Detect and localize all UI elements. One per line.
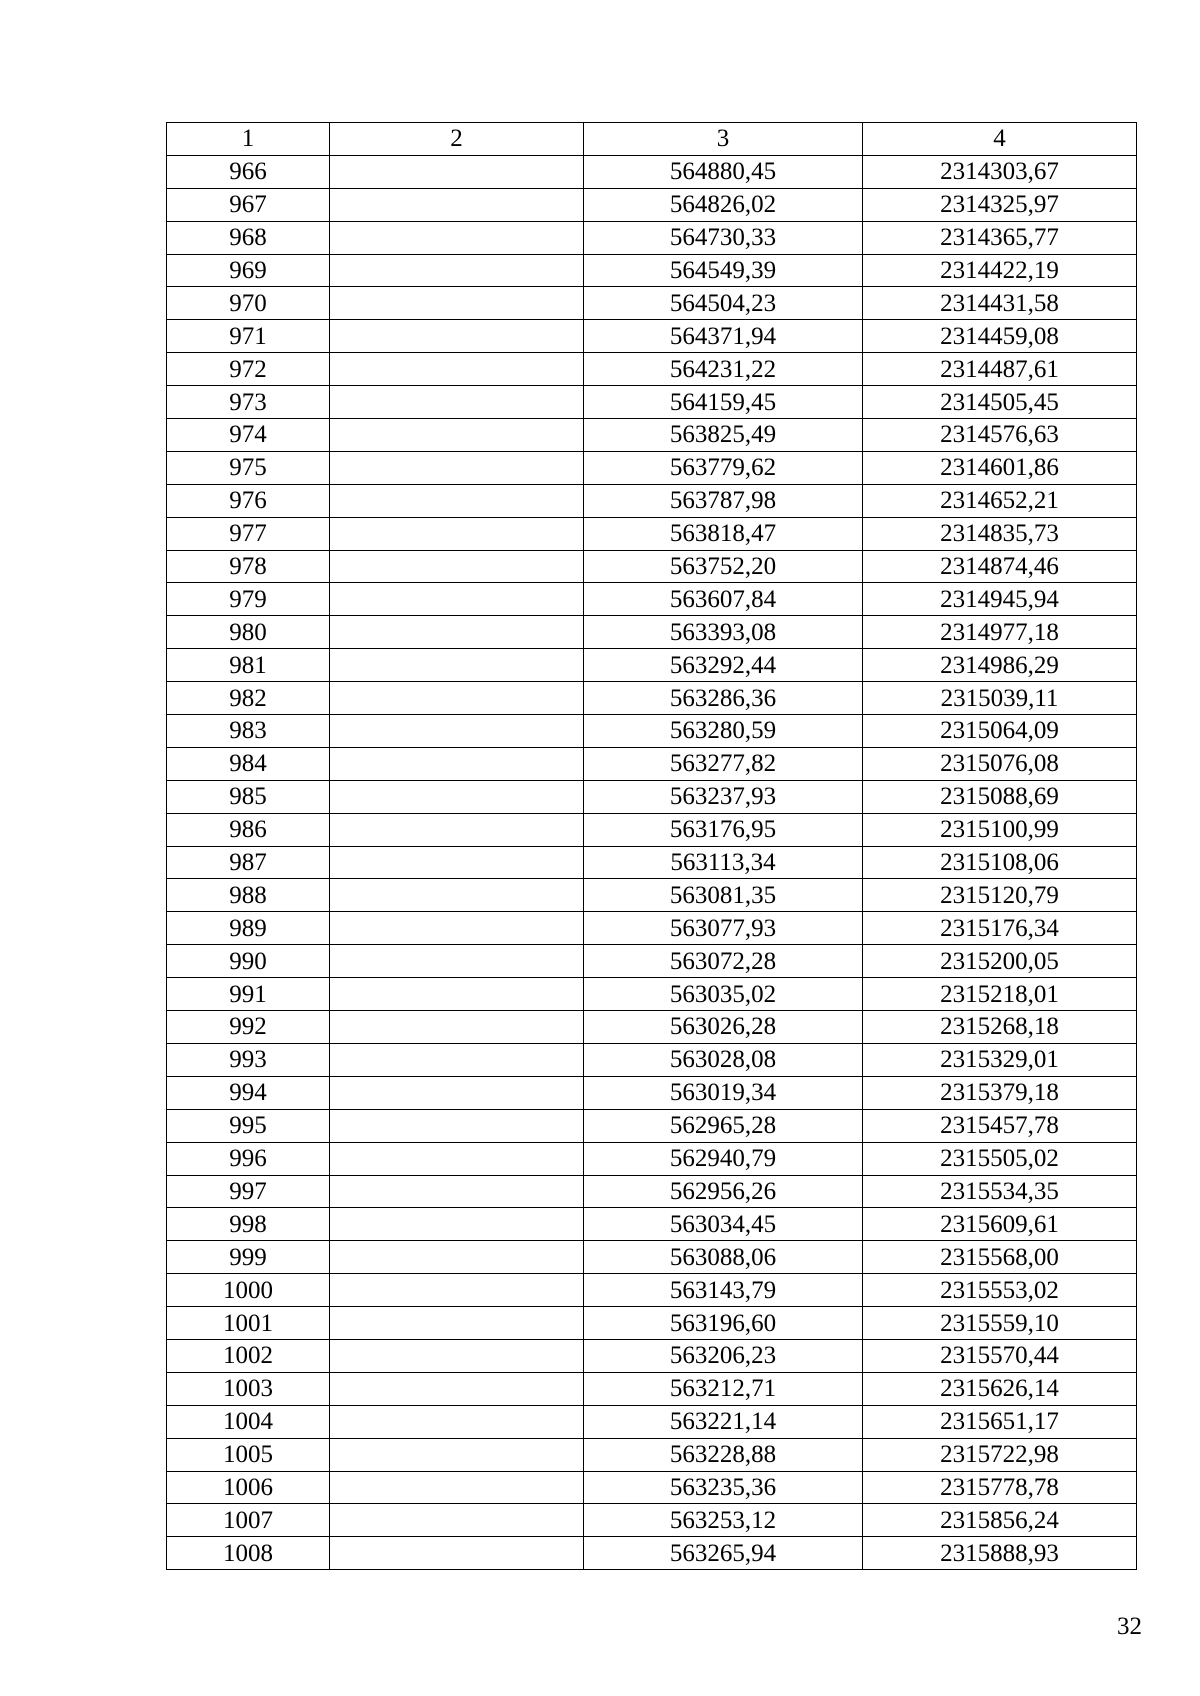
table-cell-col-2: [330, 583, 584, 616]
table-row: [167, 945, 1137, 978]
table-cell-col-1: 986: [167, 813, 330, 846]
table-cell-col-3: 563088,06: [584, 1241, 863, 1274]
table-cell-col-1: 992: [167, 1011, 330, 1044]
table-cell-col-3: 563292,44: [584, 649, 863, 682]
table-row: [167, 353, 1137, 386]
table-cell-col-4: 2314487,61: [863, 353, 1137, 386]
table-cell-col-4: 2314505,45: [863, 386, 1137, 419]
table-cell-col-1: 977: [167, 517, 330, 550]
table-cell-col-3: 563253,12: [584, 1504, 863, 1537]
table-cell-col-4: 2314874,46: [863, 550, 1137, 583]
table-row: [167, 484, 1137, 517]
table-cell-col-2: [330, 1537, 584, 1570]
table-cell-col-2: [330, 813, 584, 846]
table-cell-col-3: 563228,88: [584, 1438, 863, 1471]
table-header-row: [167, 123, 1137, 156]
table-row: [167, 715, 1137, 748]
table-row: [167, 386, 1137, 419]
table-cell-col-3: 563206,23: [584, 1339, 863, 1372]
table-cell-col-3: 563393,08: [584, 616, 863, 649]
table-cell-col-2: [330, 1241, 584, 1274]
table-cell-col-2: [330, 550, 584, 583]
table-cell-col-2: [330, 780, 584, 813]
table-cell-col-1: 969: [167, 254, 330, 287]
table-cell-col-1: 990: [167, 945, 330, 978]
table-cell-col-2: [330, 419, 584, 452]
table-cell-col-2: [330, 287, 584, 320]
table-cell-col-1: 972: [167, 353, 330, 386]
table-cell-col-2: [330, 1043, 584, 1076]
table-row: [167, 649, 1137, 682]
table-cell-col-3: 562965,28: [584, 1109, 863, 1142]
table-row: [167, 1471, 1137, 1504]
table-cell-col-2: [330, 155, 584, 188]
table-cell-col-4: 2315120,79: [863, 879, 1137, 912]
table-cell-col-2: [330, 320, 584, 353]
table-cell-col-4: 2315626,14: [863, 1372, 1137, 1405]
column-header-3: 3: [584, 123, 863, 156]
table-cell-col-3: 564159,45: [584, 386, 863, 419]
table-cell-col-4: 2314325,97: [863, 188, 1137, 221]
table-cell-col-2: [330, 978, 584, 1011]
table-cell-col-1: 979: [167, 583, 330, 616]
table-row: [167, 912, 1137, 945]
table-cell-col-1: 989: [167, 912, 330, 945]
table-cell-col-1: 970: [167, 287, 330, 320]
table-row: [167, 1175, 1137, 1208]
table-cell-col-2: [330, 484, 584, 517]
table-cell-col-4: 2314303,67: [863, 155, 1137, 188]
table-cell-col-4: 2315379,18: [863, 1076, 1137, 1109]
table-row: [167, 1438, 1137, 1471]
table-cell-col-2: [330, 616, 584, 649]
table-cell-col-1: 996: [167, 1142, 330, 1175]
table-cell-col-2: [330, 254, 584, 287]
table-cell-col-1: 976: [167, 484, 330, 517]
table-cell-col-3: 564504,23: [584, 287, 863, 320]
table-row: [167, 846, 1137, 879]
table-cell-col-1: 988: [167, 879, 330, 912]
table-row: [167, 583, 1137, 616]
table-cell-col-3: 562956,26: [584, 1175, 863, 1208]
table-cell-col-3: 564549,39: [584, 254, 863, 287]
table-cell-col-3: 563113,34: [584, 846, 863, 879]
table-cell-col-2: [330, 912, 584, 945]
table-cell-col-1: 997: [167, 1175, 330, 1208]
table-cell-col-2: [330, 1011, 584, 1044]
table-cell-col-4: 2315553,02: [863, 1274, 1137, 1307]
table-cell-col-4: 2314986,29: [863, 649, 1137, 682]
table-row: [167, 1043, 1137, 1076]
table-cell-col-3: 563237,93: [584, 780, 863, 813]
table-cell-col-4: 2315534,35: [863, 1175, 1137, 1208]
table-cell-col-1: 966: [167, 155, 330, 188]
table-cell-col-4: 2315505,02: [863, 1142, 1137, 1175]
column-header-2: 2: [330, 123, 584, 156]
table-cell-col-2: [330, 1175, 584, 1208]
table-cell-col-1: 993: [167, 1043, 330, 1076]
table-row: [167, 780, 1137, 813]
column-header-1: 1: [167, 123, 330, 156]
table-row: [167, 1208, 1137, 1241]
table-cell-col-1: 973: [167, 386, 330, 419]
table-cell-col-4: 2315457,78: [863, 1109, 1137, 1142]
table-cell-col-4: 2315200,05: [863, 945, 1137, 978]
table-cell-col-4: 2314652,21: [863, 484, 1137, 517]
table-cell-col-4: 2315651,17: [863, 1405, 1137, 1438]
table-cell-col-2: [330, 1274, 584, 1307]
table-cell-col-2: [330, 682, 584, 715]
table-cell-col-3: 563081,35: [584, 879, 863, 912]
table-cell-col-4: 2314431,58: [863, 287, 1137, 320]
table-cell-col-3: 564371,94: [584, 320, 863, 353]
table-row: [167, 221, 1137, 254]
page-number: 32: [1117, 1613, 1142, 1640]
table-cell-col-3: 564826,02: [584, 188, 863, 221]
table-cell-col-3: 563235,36: [584, 1471, 863, 1504]
table-cell-col-4: 2315570,44: [863, 1339, 1137, 1372]
table-cell-col-4: 2315856,24: [863, 1504, 1137, 1537]
coordinates-table: [166, 122, 1137, 1570]
table-row: [167, 879, 1137, 912]
table-cell-col-4: 2315088,69: [863, 780, 1137, 813]
table-cell-col-1: 982: [167, 682, 330, 715]
table-cell-col-2: [330, 188, 584, 221]
table-cell-col-3: 563212,71: [584, 1372, 863, 1405]
table-cell-col-4: 2314835,73: [863, 517, 1137, 550]
table-cell-col-1: 968: [167, 221, 330, 254]
table-cell-col-1: 974: [167, 419, 330, 452]
table-row: [167, 682, 1137, 715]
table-row: [167, 1241, 1137, 1274]
table-row: [167, 188, 1137, 221]
table-cell-col-4: 2315064,09: [863, 715, 1137, 748]
table-cell-col-4: 2314422,19: [863, 254, 1137, 287]
table-row: [167, 1339, 1137, 1372]
table-cell-col-2: [330, 1405, 584, 1438]
table-cell-col-1: 1008: [167, 1537, 330, 1570]
table-cell-col-4: 2314601,86: [863, 451, 1137, 484]
table-cell-col-4: 2315888,93: [863, 1537, 1137, 1570]
table-row: [167, 1109, 1137, 1142]
table-cell-col-2: [330, 879, 584, 912]
table-cell-col-4: 2315559,10: [863, 1307, 1137, 1340]
table-cell-col-2: [330, 1307, 584, 1340]
table-row: [167, 978, 1137, 1011]
table-cell-col-3: 563787,98: [584, 484, 863, 517]
table-cell-col-2: [330, 517, 584, 550]
table-cell-col-3: 563286,36: [584, 682, 863, 715]
table-cell-col-4: 2315778,78: [863, 1471, 1137, 1504]
table-cell-col-4: 2315039,11: [863, 682, 1137, 715]
table-body: [167, 155, 1137, 1569]
table-cell-col-1: 978: [167, 550, 330, 583]
table-row: [167, 1011, 1137, 1044]
table-row: [167, 616, 1137, 649]
table-cell-col-1: 981: [167, 649, 330, 682]
table-cell-col-2: [330, 1372, 584, 1405]
table-cell-col-2: [330, 1142, 584, 1175]
table-cell-col-3: 563028,08: [584, 1043, 863, 1076]
table-cell-col-4: 2315100,99: [863, 813, 1137, 846]
table-cell-col-4: 2314576,63: [863, 419, 1137, 452]
table-cell-col-4: 2314945,94: [863, 583, 1137, 616]
table-cell-col-2: [330, 649, 584, 682]
table-cell-col-1: 975: [167, 451, 330, 484]
table-cell-col-4: 2315176,34: [863, 912, 1137, 945]
table-cell-col-1: 999: [167, 1241, 330, 1274]
table-cell-col-4: 2315722,98: [863, 1438, 1137, 1471]
table-cell-col-2: [330, 1208, 584, 1241]
table-cell-col-2: [330, 353, 584, 386]
table-cell-col-1: 994: [167, 1076, 330, 1109]
table-cell-col-4: 2315108,06: [863, 846, 1137, 879]
table-cell-col-1: 980: [167, 616, 330, 649]
table-cell-col-3: 563196,60: [584, 1307, 863, 1340]
table-cell-col-4: 2314459,08: [863, 320, 1137, 353]
table-cell-col-2: [330, 715, 584, 748]
table-row: [167, 1307, 1137, 1340]
table-cell-col-3: 563072,28: [584, 945, 863, 978]
table-cell-col-3: 563221,14: [584, 1405, 863, 1438]
table-cell-col-4: 2315268,18: [863, 1011, 1137, 1044]
table-cell-col-3: 563077,93: [584, 912, 863, 945]
table-cell-col-4: 2315609,61: [863, 1208, 1137, 1241]
table-cell-col-2: [330, 747, 584, 780]
table-cell-col-1: 983: [167, 715, 330, 748]
table-cell-col-1: 971: [167, 320, 330, 353]
table-cell-col-1: 998: [167, 1208, 330, 1241]
table-row: [167, 747, 1137, 780]
table-row: [167, 517, 1137, 550]
table-row: [167, 1537, 1137, 1570]
table-cell-col-1: 1000: [167, 1274, 330, 1307]
table-cell-col-2: [330, 1339, 584, 1372]
table-row: [167, 1405, 1137, 1438]
table-cell-col-2: [330, 1471, 584, 1504]
table-cell-col-3: 563019,34: [584, 1076, 863, 1109]
column-header-4: 4: [863, 123, 1137, 156]
table-row: [167, 1504, 1137, 1537]
table-cell-col-1: 1002: [167, 1339, 330, 1372]
table-cell-col-1: 1004: [167, 1405, 330, 1438]
table-cell-col-4: 2315329,01: [863, 1043, 1137, 1076]
table-cell-col-1: 967: [167, 188, 330, 221]
table-cell-col-1: 984: [167, 747, 330, 780]
table-cell-col-4: 2315568,00: [863, 1241, 1137, 1274]
table-row: [167, 451, 1137, 484]
table-row: [167, 1372, 1137, 1405]
table-cell-col-3: 563280,59: [584, 715, 863, 748]
table-cell-col-1: 1007: [167, 1504, 330, 1537]
table-cell-col-3: 563176,95: [584, 813, 863, 846]
table-cell-col-2: [330, 1438, 584, 1471]
table-cell-col-1: 985: [167, 780, 330, 813]
table-row: [167, 1274, 1137, 1307]
table-row: [167, 550, 1137, 583]
table-cell-col-3: 562940,79: [584, 1142, 863, 1175]
table-cell-col-1: 991: [167, 978, 330, 1011]
table-cell-col-3: 563026,28: [584, 1011, 863, 1044]
table-cell-col-3: 564880,45: [584, 155, 863, 188]
table-cell-col-3: 563752,20: [584, 550, 863, 583]
table-cell-col-3: 563143,79: [584, 1274, 863, 1307]
table-cell-col-3: 563607,84: [584, 583, 863, 616]
table-cell-col-3: 563035,02: [584, 978, 863, 1011]
table-cell-col-2: [330, 945, 584, 978]
table-cell-col-1: 1005: [167, 1438, 330, 1471]
table-cell-col-1: 995: [167, 1109, 330, 1142]
table-cell-col-3: 564730,33: [584, 221, 863, 254]
table-cell-col-3: 563779,62: [584, 451, 863, 484]
table-cell-col-3: 563825,49: [584, 419, 863, 452]
table-cell-col-3: 563265,94: [584, 1537, 863, 1570]
table-cell-col-2: [330, 221, 584, 254]
table-cell-col-2: [330, 386, 584, 419]
table-cell-col-1: 1006: [167, 1471, 330, 1504]
table-cell-col-4: 2314365,77: [863, 221, 1137, 254]
table-cell-col-4: 2314977,18: [863, 616, 1137, 649]
table-cell-col-3: 564231,22: [584, 353, 863, 386]
table-row: [167, 287, 1137, 320]
table-row: [167, 1142, 1137, 1175]
table-cell-col-2: [330, 1076, 584, 1109]
table-row: [167, 1076, 1137, 1109]
table-cell-col-1: 987: [167, 846, 330, 879]
table-row: [167, 254, 1137, 287]
table-cell-col-3: 563818,47: [584, 517, 863, 550]
table-row: [167, 320, 1137, 353]
table-row: [167, 155, 1137, 188]
table-cell-col-2: [330, 451, 584, 484]
table-cell-col-2: [330, 846, 584, 879]
table-cell-col-3: 563034,45: [584, 1208, 863, 1241]
table-row: [167, 813, 1137, 846]
table-cell-col-2: [330, 1504, 584, 1537]
table-cell-col-4: 2315076,08: [863, 747, 1137, 780]
table-cell-col-1: 1003: [167, 1372, 330, 1405]
table-cell-col-4: 2315218,01: [863, 978, 1137, 1011]
table-row: [167, 419, 1137, 452]
table-cell-col-1: 1001: [167, 1307, 330, 1340]
table-cell-col-2: [330, 1109, 584, 1142]
table-cell-col-3: 563277,82: [584, 747, 863, 780]
